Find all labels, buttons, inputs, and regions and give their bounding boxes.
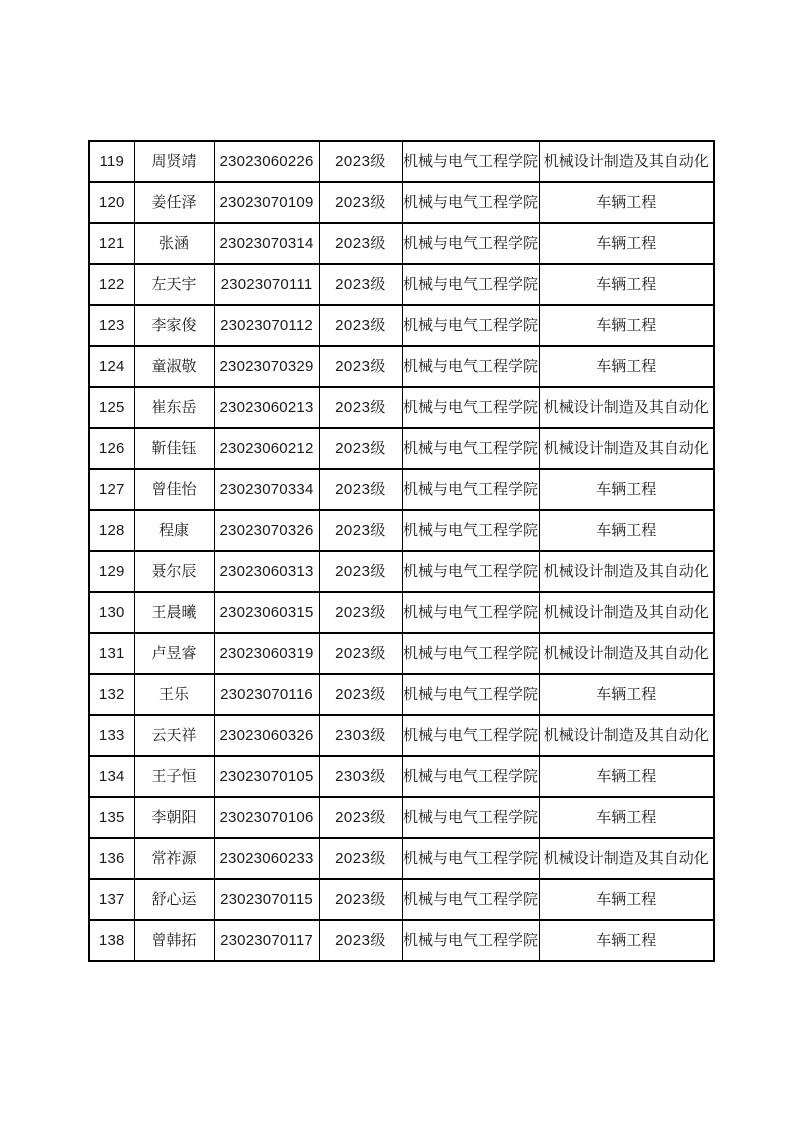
cell-grade: 2023级 xyxy=(319,346,402,387)
cell-student-name: 舒心运 xyxy=(134,879,214,920)
cell-major: 车辆工程 xyxy=(539,797,714,838)
table-row xyxy=(89,428,714,469)
cell-index: 136 xyxy=(89,838,134,879)
cell-student-id: 23023060315 xyxy=(214,592,319,633)
cell-student-id: 23023070106 xyxy=(214,797,319,838)
table-row xyxy=(89,838,714,879)
cell-student-id: 23023070117 xyxy=(214,920,319,961)
roster-body xyxy=(89,141,714,961)
cell-index: 129 xyxy=(89,551,134,592)
cell-grade: 2023级 xyxy=(319,510,402,551)
cell-grade: 2023级 xyxy=(319,305,402,346)
cell-student-name: 靳佳钰 xyxy=(134,428,214,469)
cell-index: 120 xyxy=(89,182,134,223)
cell-college: 机械与电气工程学院 xyxy=(402,592,539,633)
cell-grade: 2023级 xyxy=(319,920,402,961)
cell-major: 车辆工程 xyxy=(539,305,714,346)
table-row xyxy=(89,223,714,264)
cell-college: 机械与电气工程学院 xyxy=(402,387,539,428)
cell-index: 131 xyxy=(89,633,134,674)
table-row xyxy=(89,305,714,346)
cell-major: 车辆工程 xyxy=(539,182,714,223)
cell-index: 124 xyxy=(89,346,134,387)
cell-college: 机械与电气工程学院 xyxy=(402,756,539,797)
cell-grade: 2023级 xyxy=(319,141,402,182)
cell-student-name: 童淑敬 xyxy=(134,346,214,387)
cell-major: 车辆工程 xyxy=(539,920,714,961)
cell-grade: 2023级 xyxy=(319,469,402,510)
cell-index: 126 xyxy=(89,428,134,469)
cell-college: 机械与电气工程学院 xyxy=(402,633,539,674)
table-row xyxy=(89,674,714,715)
cell-student-name: 王子恒 xyxy=(134,756,214,797)
cell-college: 机械与电气工程学院 xyxy=(402,223,539,264)
cell-college: 机械与电气工程学院 xyxy=(402,797,539,838)
cell-student-id: 23023070105 xyxy=(214,756,319,797)
cell-grade: 2023级 xyxy=(319,264,402,305)
cell-major: 机械设计制造及其自动化 xyxy=(539,387,714,428)
cell-student-id: 23023070115 xyxy=(214,879,319,920)
cell-student-id: 23023060226 xyxy=(214,141,319,182)
cell-grade: 2023级 xyxy=(319,592,402,633)
cell-major: 机械设计制造及其自动化 xyxy=(539,428,714,469)
cell-student-name: 云天祥 xyxy=(134,715,214,756)
cell-student-id: 23023070329 xyxy=(214,346,319,387)
cell-college: 机械与电气工程学院 xyxy=(402,879,539,920)
cell-index: 127 xyxy=(89,469,134,510)
cell-grade: 2023级 xyxy=(319,428,402,469)
cell-student-name: 卢昱睿 xyxy=(134,633,214,674)
cell-student-name: 李家俊 xyxy=(134,305,214,346)
cell-student-name: 崔东岳 xyxy=(134,387,214,428)
cell-college: 机械与电气工程学院 xyxy=(402,346,539,387)
table-row xyxy=(89,551,714,592)
cell-college: 机械与电气工程学院 xyxy=(402,674,539,715)
cell-index: 135 xyxy=(89,797,134,838)
cell-student-id: 23023060213 xyxy=(214,387,319,428)
cell-student-name: 李朝阳 xyxy=(134,797,214,838)
cell-college: 机械与电气工程学院 xyxy=(402,264,539,305)
cell-college: 机械与电气工程学院 xyxy=(402,428,539,469)
cell-student-name: 聂尔辰 xyxy=(134,551,214,592)
cell-index: 125 xyxy=(89,387,134,428)
cell-index: 123 xyxy=(89,305,134,346)
cell-student-name: 周贤靖 xyxy=(134,141,214,182)
cell-college: 机械与电气工程学院 xyxy=(402,510,539,551)
table-row xyxy=(89,264,714,305)
cell-major: 机械设计制造及其自动化 xyxy=(539,592,714,633)
cell-student-name: 曾韩拓 xyxy=(134,920,214,961)
table-row xyxy=(89,182,714,223)
cell-major: 机械设计制造及其自动化 xyxy=(539,141,714,182)
cell-major: 车辆工程 xyxy=(539,469,714,510)
cell-student-name: 姜任泽 xyxy=(134,182,214,223)
cell-major: 车辆工程 xyxy=(539,346,714,387)
cell-student-id: 23023060319 xyxy=(214,633,319,674)
cell-grade: 2023级 xyxy=(319,182,402,223)
cell-index: 121 xyxy=(89,223,134,264)
cell-student-id: 23023070116 xyxy=(214,674,319,715)
table-row xyxy=(89,879,714,920)
table-row xyxy=(89,797,714,838)
cell-grade: 2023级 xyxy=(319,797,402,838)
table-row xyxy=(89,510,714,551)
table-row xyxy=(89,715,714,756)
table-row xyxy=(89,920,714,961)
cell-major: 车辆工程 xyxy=(539,264,714,305)
cell-student-name: 程康 xyxy=(134,510,214,551)
cell-grade: 2023级 xyxy=(319,674,402,715)
cell-major: 机械设计制造及其自动化 xyxy=(539,838,714,879)
cell-college: 机械与电气工程学院 xyxy=(402,715,539,756)
cell-student-id: 23023070109 xyxy=(214,182,319,223)
cell-student-name: 张涵 xyxy=(134,223,214,264)
cell-major: 机械设计制造及其自动化 xyxy=(539,715,714,756)
cell-student-id: 23023070112 xyxy=(214,305,319,346)
cell-index: 119 xyxy=(89,141,134,182)
cell-index: 132 xyxy=(89,674,134,715)
cell-index: 122 xyxy=(89,264,134,305)
cell-student-id: 23023070111 xyxy=(214,264,319,305)
table-row xyxy=(89,469,714,510)
cell-major: 车辆工程 xyxy=(539,223,714,264)
cell-student-id: 23023070314 xyxy=(214,223,319,264)
cell-student-name: 常祚源 xyxy=(134,838,214,879)
table-row xyxy=(89,387,714,428)
roster-table-container xyxy=(88,140,715,962)
cell-grade: 2023级 xyxy=(319,838,402,879)
cell-major: 机械设计制造及其自动化 xyxy=(539,633,714,674)
cell-grade: 2023级 xyxy=(319,551,402,592)
cell-student-id: 23023060212 xyxy=(214,428,319,469)
cell-college: 机械与电气工程学院 xyxy=(402,551,539,592)
cell-index: 130 xyxy=(89,592,134,633)
cell-grade: 2023级 xyxy=(319,223,402,264)
cell-college: 机械与电气工程学院 xyxy=(402,182,539,223)
student-roster-table xyxy=(88,140,715,962)
cell-student-id: 23023060233 xyxy=(214,838,319,879)
table-row xyxy=(89,756,714,797)
cell-college: 机械与电气工程学院 xyxy=(402,920,539,961)
table-row xyxy=(89,346,714,387)
cell-major: 车辆工程 xyxy=(539,756,714,797)
cell-grade: 2303级 xyxy=(319,715,402,756)
cell-index: 133 xyxy=(89,715,134,756)
cell-grade: 2023级 xyxy=(319,879,402,920)
table-row xyxy=(89,141,714,182)
cell-grade: 2023级 xyxy=(319,633,402,674)
table-row xyxy=(89,592,714,633)
cell-college: 机械与电气工程学院 xyxy=(402,838,539,879)
cell-grade: 2023级 xyxy=(319,387,402,428)
cell-student-name: 王晨曦 xyxy=(134,592,214,633)
cell-major: 车辆工程 xyxy=(539,879,714,920)
cell-student-id: 23023060313 xyxy=(214,551,319,592)
cell-student-name: 曾佳怡 xyxy=(134,469,214,510)
cell-index: 128 xyxy=(89,510,134,551)
cell-college: 机械与电气工程学院 xyxy=(402,305,539,346)
cell-student-name: 左天宇 xyxy=(134,264,214,305)
cell-index: 138 xyxy=(89,920,134,961)
cell-major: 车辆工程 xyxy=(539,674,714,715)
cell-student-id: 23023070326 xyxy=(214,510,319,551)
cell-college: 机械与电气工程学院 xyxy=(402,469,539,510)
cell-index: 137 xyxy=(89,879,134,920)
cell-major: 车辆工程 xyxy=(539,510,714,551)
cell-student-id: 23023060326 xyxy=(214,715,319,756)
cell-college: 机械与电气工程学院 xyxy=(402,141,539,182)
cell-index: 134 xyxy=(89,756,134,797)
table-row xyxy=(89,633,714,674)
cell-grade: 2303级 xyxy=(319,756,402,797)
cell-student-name: 王乐 xyxy=(134,674,214,715)
cell-major: 机械设计制造及其自动化 xyxy=(539,551,714,592)
cell-student-id: 23023070334 xyxy=(214,469,319,510)
